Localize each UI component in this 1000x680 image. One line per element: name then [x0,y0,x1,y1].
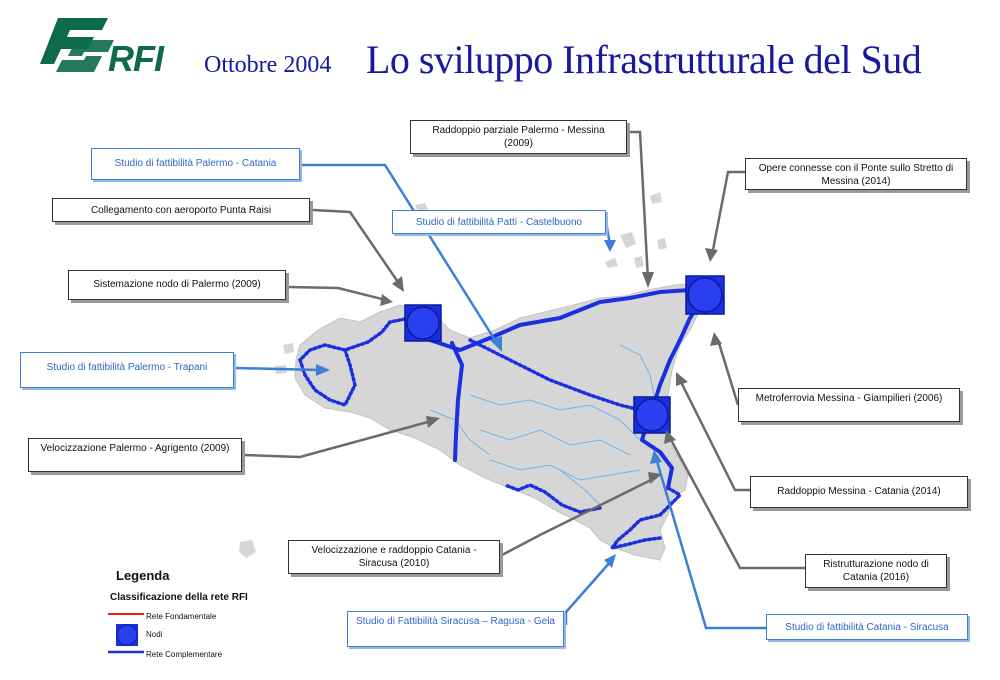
legend-item-rete-complementare: Rete Complementare [146,650,223,659]
callout-velocizzazione-catania-siracusa: Velocizzazione e raddoppio Catania - Siracusa (2010) [288,540,500,574]
legend [106,566,306,676]
logo-text: RFI [108,38,163,79]
page-title: Lo sviluppo Infrastrutturale del Sud [366,37,922,82]
aeolian-islands [605,192,667,268]
legend-title: Legenda [116,568,170,583]
legend-subtitle: Classificazione della rete RFI [110,592,248,603]
callout-studio-patti-castelbuono: Studio di fattibilità Patti - Castelbuono [392,210,606,234]
callout-metroferrovia-messina: Metroferrovia Messina - Giampilieri (2006) [738,388,960,422]
callout-studio-siracusa-ragusa-gela: Studio di Fattibilità Siracusa – Ragusa - Gela [347,611,564,647]
callout-studio-catania-siracusa: Studio di fattibilità Catania - Siracusa [766,614,968,640]
date-label: Ottobre 2004 [204,52,332,78]
callout-opere-ponte: Opere connesse con il Ponte sullo Stretto di Messina (2014) [745,158,967,190]
callout-raddoppio-palermo-messina: Raddoppio parziale Palermo - Messina (2009) [410,120,627,154]
callout-studio-palermo-trapani: Studio di fattibilità Palermo - Trapani [20,352,234,388]
pantelleria [239,540,256,558]
callout-nodo-palermo: Sistemazione nodo di Palermo (2009) [68,270,286,300]
callout-raddoppio-messina-catania: Raddoppio Messina - Catania (2014) [750,476,968,508]
callout-velocizzazione-palermo-agrigento: Velocizzazione Palermo - Agrigento (2009) [28,438,242,472]
callout-aeroporto-punta-raisi: Collegamento con aeroporto Punta Raisi [52,198,310,222]
callout-nodo-catania: Ristrutturazione nodo di Catania (2016) [805,554,947,588]
legend-item-rete-fondamentale: Rete Fondamentale [146,612,217,621]
legend-item-nodi: Nodi [146,630,163,639]
callout-studio-palermo-catania: Studio di fattibilità Palermo - Catania [91,148,300,180]
